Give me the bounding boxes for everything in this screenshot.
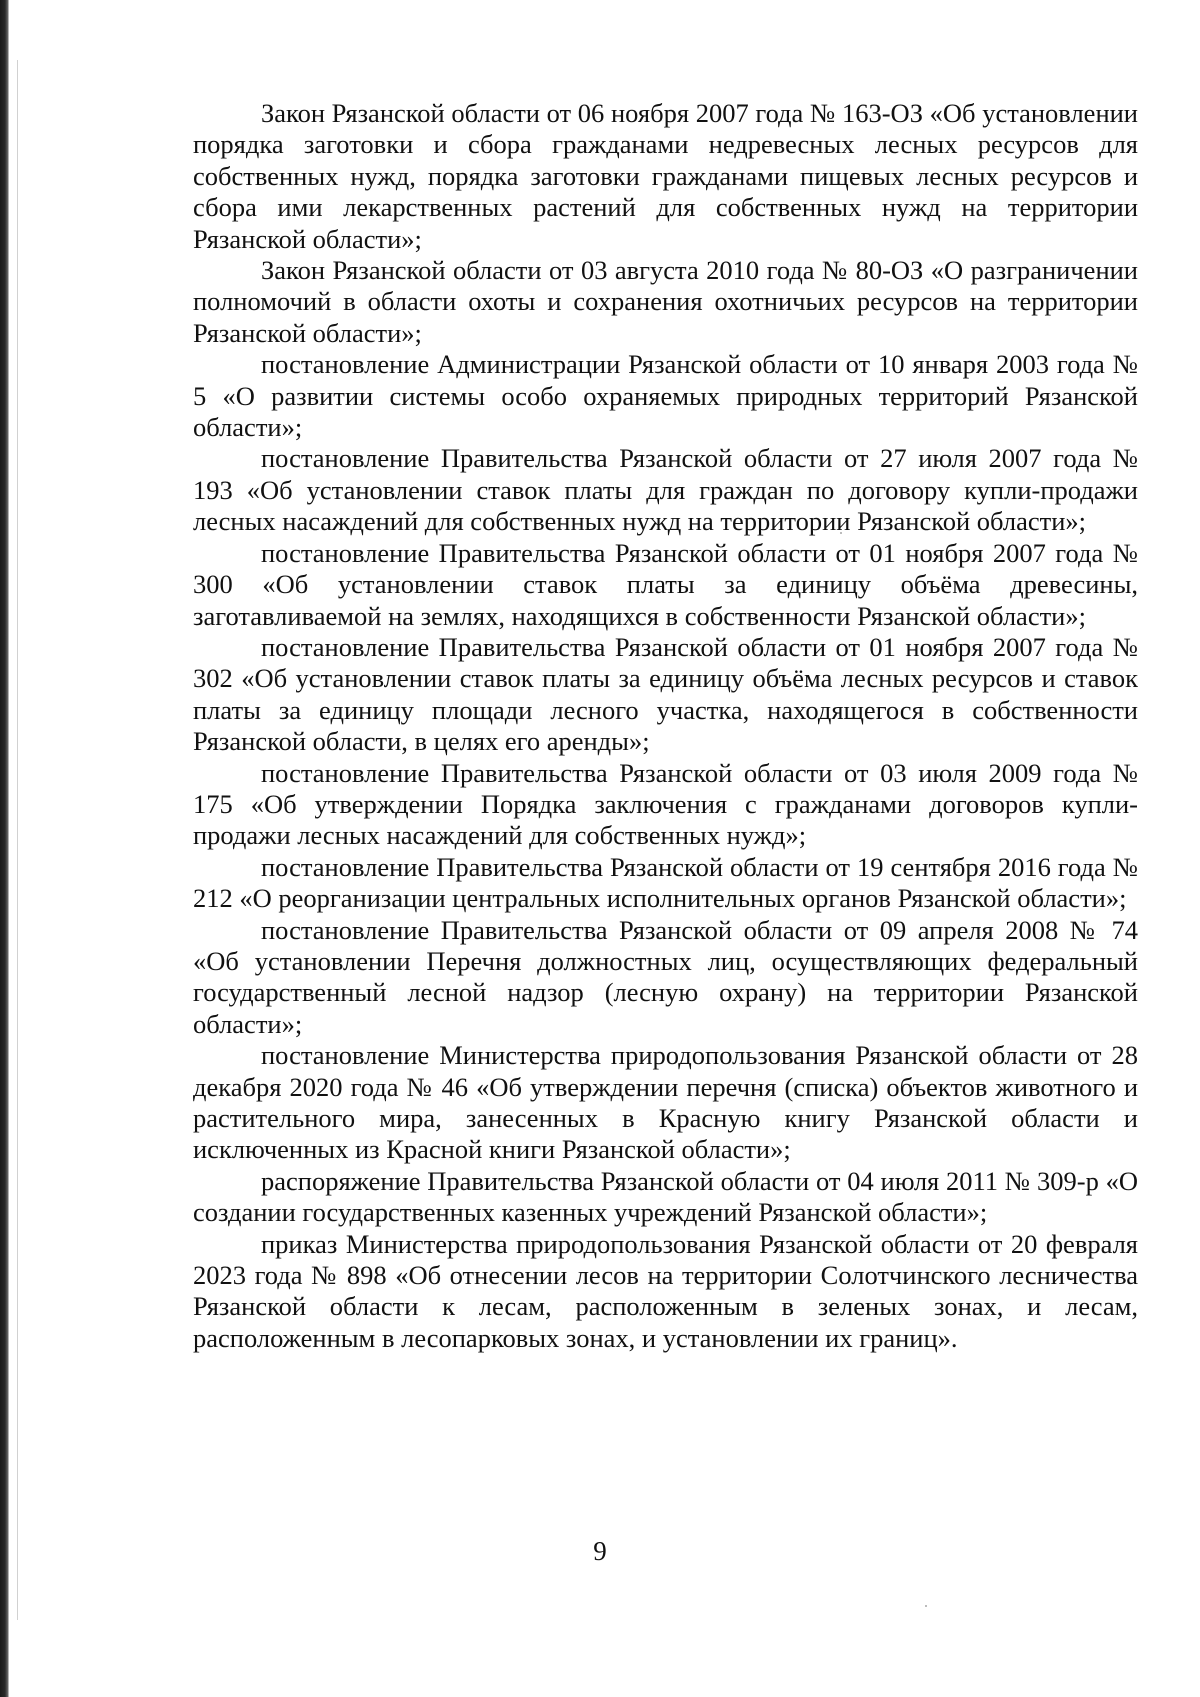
page-number: 9 [593,1536,607,1566]
paragraph: постановление Министерства природопользования Рязанской области от 28 декабря 2020 года № 46 «Об утверждении перечня (списка) объектов животного и растительного мира, занесенных в Красную книгу Рязанской области и исключенных из Красной книги Рязанской области»; [193,1040,1138,1165]
paragraph: постановление Администрации Рязанской области от 10 января 2003 года № 5 «О развитии системы особо охраняемых природных территорий Рязанской области»; [193,349,1138,443]
paragraph: распоряжение Правительства Рязанской области от 04 июля 2011 № 309-р «О создании государственных казенных учреждений Рязанской области»; [193,1165,1138,1228]
paragraph: Закон Рязанской области от 06 ноября 2007 года № 163-ОЗ «Об установлении порядка заготовки и сбора гражданами недревесных лесных ресурсов для собственных нужд, порядка заготовки гражданами пищевых лесных ресурсов и сбора ими лекарственных растений для собственных нужд на территории Рязанской области»; [193,98,1138,254]
scan-speck [840,532,842,534]
paragraph: постановление Правительства Рязанской области от 01 ноября 2007 года № 302 «Об установлении ставок платы за единицу объёма лесных ресурсов и ставок платы за единицу площади лесного участка, находящегося в собственности Рязанской области, в целях его аренды»; [193,631,1138,757]
paragraph: постановление Правительства Рязанской области от 27 июля 2007 года № 193 «Об установлении ставок платы для граждан по договору купли-продажи лесных насаждений для собственных нужд на территории Рязанской области»; [193,443,1138,537]
scan-border [0,0,9,1697]
paragraph: постановление Правительства Рязанской области от 19 сентября 2016 года № 212 «О реорганизации центральных исполнительных органов Рязанской области»; [193,851,1138,914]
document-body [193,98,1138,1354]
paragraph: постановление Правительства Рязанской области от 01 ноября 2007 года № 300 «Об установлении ставок платы за единицу объёма древесины, заготавливаемой на землях, находящихся в собственности Рязанской области»; [193,537,1138,631]
paragraph: постановление Правительства Рязанской области от 03 июля 2009 года № 175 «Об утверждении Порядка заключения с гражданами договоров купли-продажи лесных насаждений для собственных нужд»; [193,757,1138,851]
paragraph: приказ Министерства природопользования Рязанской области от 20 февраля 2023 года № 898 «Об отнесении лесов на территории Солотчинского лесничества Рязанской области к лесам, расположенным в зеленых зонах, и лесам, расположенным в лесопарковых зонах, и установлении их границ». [193,1228,1138,1353]
scan-line [17,60,18,1620]
paragraph: Закон Рязанской области от 03 августа 2010 года № 80-ОЗ «О разграничении полномочий в области охоты и сохранения охотничьих ресурсов на территории Рязанской области»; [193,255,1138,348]
paragraph: постановление Правительства Рязанской области от 09 апреля 2008 № 74 «Об установлении Перечня должностных лиц, осуществляющих федеральный государственный лесной надзор (лесную охрану) на территории Рязанской области»; [193,914,1138,1039]
scan-speck [925,1605,927,1607]
